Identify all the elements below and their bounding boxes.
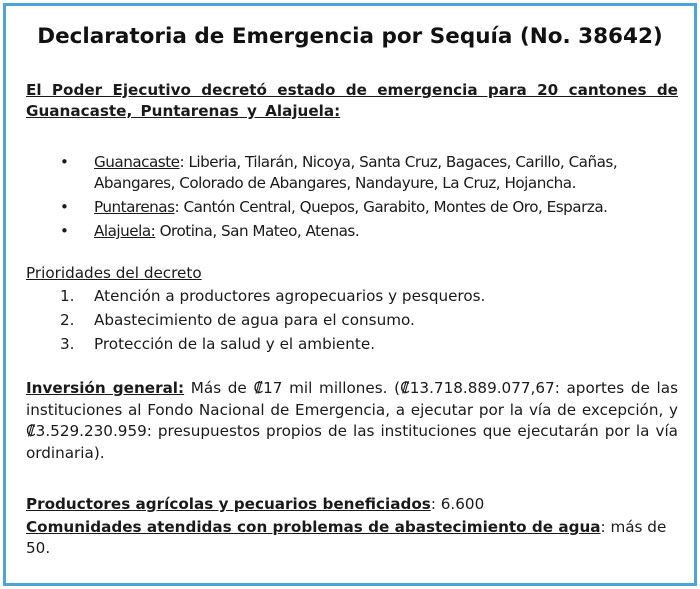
document-body xyxy=(26,80,678,559)
investment-text: Más de ₡17 mil millones. (₡13.718.889.077,67: aportes de las instituciones al Fondo Nacional de Emergencia, a ejecutar por la vía de excepción, y ₡3.529.230.959: presupuestos propios de las instituciones que ejecutarán por la vía ordinaria). xyxy=(26,379,678,462)
region-item-puntarenas xyxy=(26,197,678,218)
priority-text: Protección de la salud y el ambiente. xyxy=(94,335,376,353)
stat-label: Comunidades atendidas con problemas de abastecimiento de agua xyxy=(26,518,601,536)
priorities-heading: Prioridades del decreto xyxy=(26,264,202,282)
priority-number: 3. xyxy=(60,335,75,353)
priority-number: 2. xyxy=(60,311,75,329)
stat-label: Productores agrícolas y pecuarios beneficiados xyxy=(26,495,431,513)
region-separator: : xyxy=(174,198,184,216)
investment-label: Inversión general: xyxy=(26,379,185,397)
bullet-icon: • xyxy=(60,153,69,171)
region-cantons: Cantón Central, Quepos, Garabito, Montes de Oro, Esparza. xyxy=(183,198,608,216)
stat-value: : más de 50. xyxy=(26,518,667,557)
region-name: Alajuela: xyxy=(94,222,156,240)
priority-item xyxy=(26,310,678,331)
region-item-alajuela xyxy=(26,221,678,242)
region-name: Guanacaste xyxy=(94,153,180,171)
document-title: Declaratoria de Emergencia por Sequía (No. 38642) xyxy=(37,24,663,49)
bullet-icon: • xyxy=(60,198,69,216)
priority-item xyxy=(26,286,678,307)
stat-communities xyxy=(26,517,678,559)
region-cantons: Liberia, Tilarán, Nicoya, Santa Cruz, Bagaces, Carillo, Cañas, Abangares, Colorado de Abangares, Nandayure, La Cruz, Hojancha. xyxy=(94,153,618,192)
intro-paragraph: El Poder Ejecutivo decretó estado de emergencia para 20 cantones de Guanacaste, Puntarenas y Alajuela: xyxy=(26,81,678,120)
priorities-list xyxy=(26,286,678,355)
stat-value: : 6.600 xyxy=(430,495,485,513)
region-list xyxy=(26,152,678,242)
priority-number: 1. xyxy=(60,287,75,305)
priority-text: Atención a productores agropecuarios y pesqueros. xyxy=(94,287,486,305)
document-frame xyxy=(3,3,697,586)
bullet-icon: • xyxy=(60,222,69,240)
region-name: Puntarenas xyxy=(94,198,175,216)
region-separator: : xyxy=(179,153,189,171)
region-item-guanacaste xyxy=(26,152,678,194)
priority-text: Abastecimiento de agua para el consumo. xyxy=(94,311,415,329)
region-cantons: Orotina, San Mateo, Atenas. xyxy=(159,222,360,240)
stat-producers xyxy=(26,494,678,515)
priority-item xyxy=(26,334,678,355)
investment-paragraph xyxy=(26,378,678,464)
